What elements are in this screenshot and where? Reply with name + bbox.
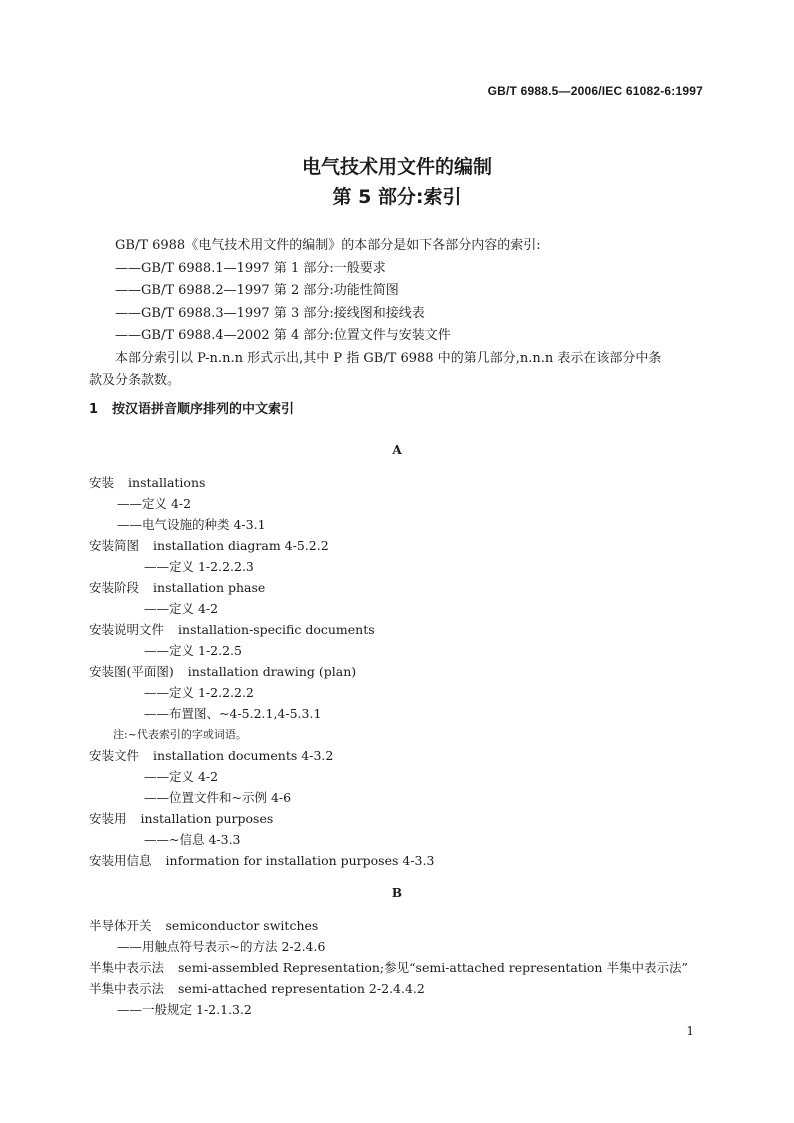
intro-paragraph: 本部分索引以 P-n.n.n 形式示出,其中 P 指 GB/T 6988 中的第几部分,n.n.n 表示在该部分中条 (115, 350, 662, 366)
part-reference: ——GB/T 6988.2—1997 第 2 部分:功能性简图 (115, 283, 399, 298)
entry-term-en: semiconductor switches (165, 918, 319, 933)
index-subentry: ——定义 4-2 (117, 496, 192, 511)
entry-term-zh: 半导体开关 (89, 918, 152, 933)
entry-term-zh: 半集中表示法 (89, 960, 165, 975)
index-list-b (89, 915, 688, 1020)
index-list-a (89, 472, 434, 871)
entry-term-zh: 安装文件 (89, 748, 140, 763)
entry-term-zh: 安装 (89, 475, 115, 490)
part-reference: ——GB/T 6988.1—1997 第 1 部分:一般要求 (115, 260, 386, 276)
intro-paragraph-continued: 款及分条款数。 (89, 373, 181, 388)
index-letter-a: A (392, 443, 402, 457)
index-entry (89, 850, 434, 871)
entry-term-en: information for installation purposes 4-3.3 (165, 853, 435, 868)
entry-term-en: installations (128, 475, 206, 490)
index-subentry: ——定义 1-2.2.2.3 (144, 559, 254, 574)
index-subentry: ——一般规定 1-2.1.3.2 (117, 1002, 252, 1017)
section-title: 按汉语拼音顺序排列的中文索引 (112, 402, 295, 417)
index-entry (89, 661, 434, 682)
entry-term-zh: 安装阶段 (89, 580, 140, 595)
index-entry (89, 808, 434, 829)
index-entry (89, 915, 688, 936)
index-entry (89, 619, 434, 640)
index-subentry: ——用触点符号表示~的方法 2-2.4.6 (117, 939, 326, 954)
intro-paragraph: GB/T 6988《电气技术用文件的编制》的本部分是如下各部分内容的索引: (115, 238, 541, 253)
index-entry (89, 535, 434, 556)
document-subtitle: 第 5 部分:索引 (332, 186, 462, 208)
part-reference: ——GB/T 6988.4—2002 第 4 部分:位置文件与安装文件 (115, 328, 451, 343)
entry-term-en: installation drawing (plan) (187, 664, 357, 679)
index-letter-b: B (391, 886, 403, 900)
entry-term-en: installation documents 4-3.2 (153, 748, 334, 763)
index-entry (89, 978, 688, 999)
entry-term-zh: 安装简图 (89, 538, 140, 553)
standard-code: GB/T 6988.5—2006/IEC 61082-6:1997 (487, 84, 703, 98)
part-reference: ——GB/T 6988.3—1997 第 3 部分:接线图和接线表 (115, 305, 425, 321)
index-entry (89, 472, 434, 493)
index-entry (89, 957, 688, 978)
entry-term-en: installation purposes (140, 811, 274, 826)
entry-term-en: installation phase (153, 580, 266, 595)
entry-term-en: semi-attached representation 2-2.4.4.2 (178, 981, 425, 996)
entry-term-en: installation diagram 4-5.2.2 (153, 538, 329, 553)
index-subentry: ——布置图、~4-5.2.1,4-5.3.1 (144, 706, 322, 721)
section-number: 1 (89, 402, 99, 417)
index-subentry: ——定义 4-2 (144, 601, 219, 616)
intro-block (89, 235, 705, 393)
index-note: 注:~代表索引的字或词语。 (113, 728, 247, 741)
page-number: 1 (686, 1024, 694, 1038)
index-entry (89, 577, 434, 598)
entry-term-zh: 安装说明文件 (89, 622, 165, 637)
entry-term-zh: 安装用 (89, 811, 127, 826)
index-subentry: ——定义 1-2.2.5 (144, 643, 242, 658)
index-subentry: ——~信息 4-3.3 (144, 832, 241, 847)
index-subentry: ——位置文件和~示例 4-6 (144, 790, 292, 805)
entry-term-zh: 半集中表示法 (89, 981, 165, 996)
index-entry (89, 745, 434, 766)
document-title: 电气技术用文件的编制 (301, 156, 492, 178)
entry-term-zh: 安装图(平面图) (89, 664, 174, 679)
entry-term-en: semi-assembled Representation;参见“semi-attached representation 半集中表示法” (178, 960, 688, 975)
section-heading (89, 398, 308, 417)
entry-term-en: installation-specific documents (178, 622, 375, 637)
index-subentry: ——定义 4-2 (144, 769, 219, 784)
entry-term-zh: 安装用信息 (89, 853, 152, 868)
index-subentry: ——电气设施的种类 4-3.1 (117, 517, 266, 532)
index-subentry: ——定义 1-2.2.2.2 (144, 685, 254, 700)
